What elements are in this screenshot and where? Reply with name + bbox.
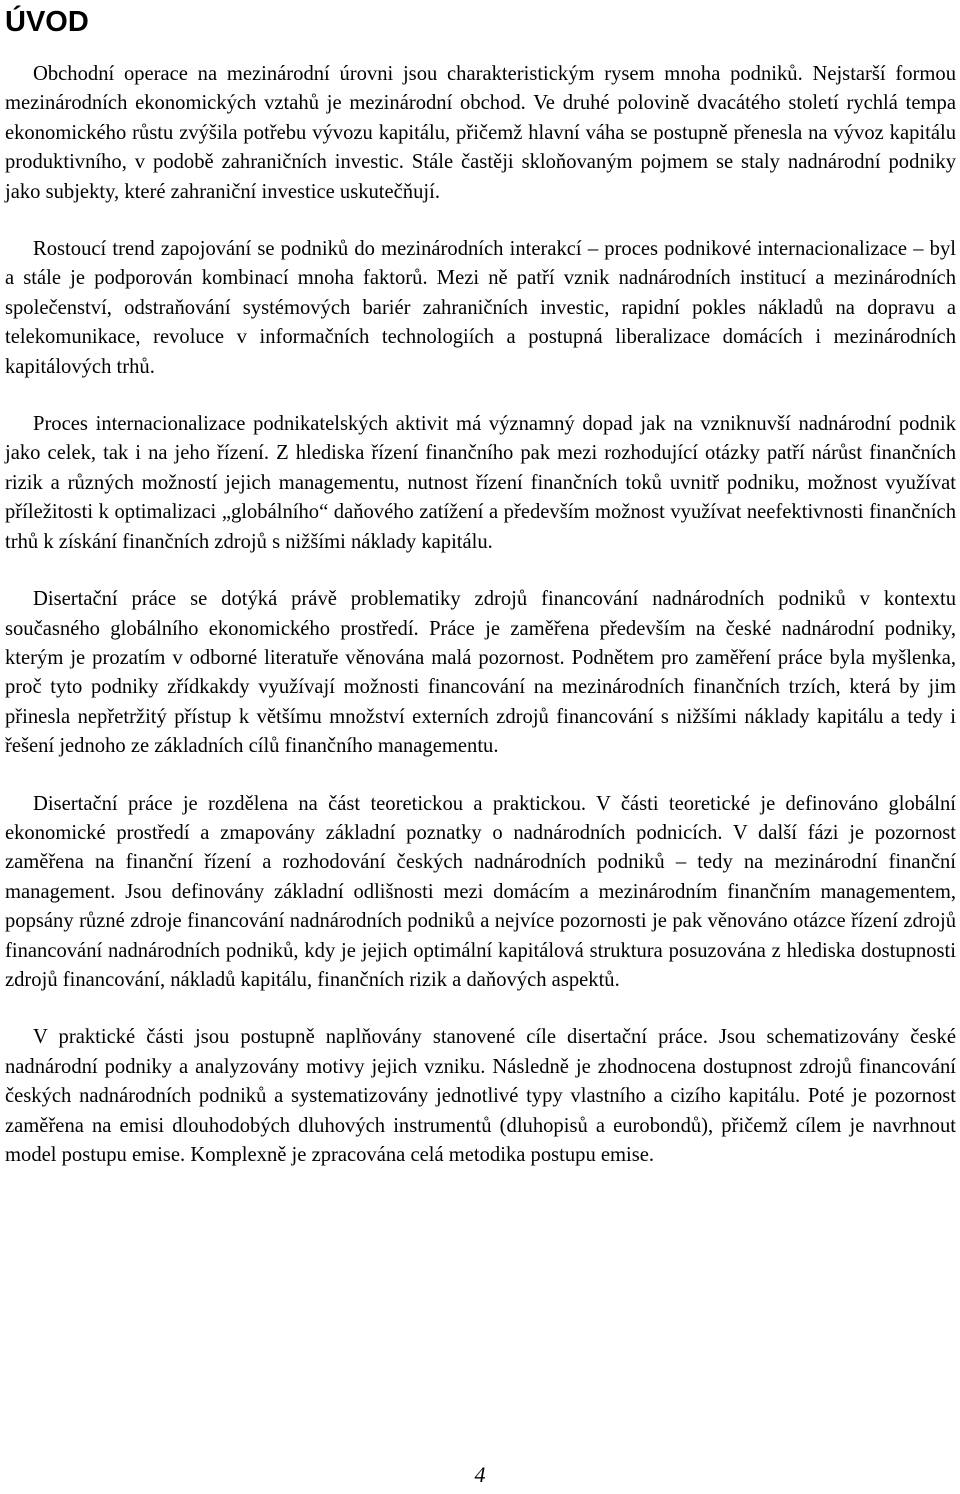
- body-text: [5, 60, 956, 1170]
- paragraph-1: Obchodní operace na mezinárodní úrovni jsou charakteristickým rysem mnoha podniků. Nejstarší formou mezinárodních ekonomických vztahů je mezinárodní obchod. Ve druhé polovině dvacátého století rychlá tempa ekonomického růstu zvýšila potřebu vývozu kapitálu, přičemž hlavní váha se postupně přenesla na vývoz kapitálu produktivního, v podobě zahraničních investic. Stále častěji skloňovaným pojmem se staly nadnárodní podniky jako subjekty, které zahraniční investice uskutečňují.: [5, 63, 956, 203]
- paragraph-2: Rostoucí trend zapojování se podniků do mezinárodních interakcí – proces podnikové internacionalizace – byl a stále je podporován kombinací mnoha faktorů. Mezi ně patří vznik nadnárodních institucí a mezinárodních společenství, odstraňování systémových bariér zahraničních investic, rapidní pokles nákladů na dopravu a telekomunikace, revoluce v informačních technologiích a postupná liberalizace domácích i mezinárodních kapitálových trhů.: [5, 238, 956, 378]
- page-number: 4: [474, 1462, 486, 1487]
- paragraph-3: Proces internacionalizace podnikatelských aktivit má významný dopad jak na vzniknuvší nadnárodní podnik jako celek, tak i na jeho řízení. Z hlediska řízení finančního pak mezi rozhodující otázky patří nárůst finančních rizik a různých možností jejich managementu, nutnost řízení finančních toků uvnitř podniku, možnost využívat příležitosti k optimalizaci „globálního“ daňového zatížení a především možnost využívat neefektivnosti finančních trhů k získání finančních zdrojů s nižšími náklady kapitálu.: [5, 413, 956, 553]
- paragraph-5: Disertační práce je rozdělena na část teoretickou a praktickou. V části teoretické je definováno globální ekonomické prostředí a zmapovány základní poznatky o nadnárodních podnicích. V další fázi je pozornost zaměřena na finanční řízení a rozhodování českých nadnárodních podniků – tedy na mezinárodní finanční management. Jsou definovány základní odlišnosti mezi domácím a mezinárodním finančním managementem, popsány různé zdroje financování nadnárodních podniků a nejvíce pozornosti je pak věnováno otázce řízení zdrojů financování nadnárodních podniků, kdy je jejich optimální kapitálová struktura posuzována z hlediska dostupnosti zdrojů financování, nákladů kapitálu, finančních rizik a daňových aspektů.: [5, 792, 956, 991]
- paragraph-6: V praktické části jsou postupně naplňovány stanovené cíle disertační práce. Jsou schematizovány české nadnárodní podniky a analyzovány motivy jejich vzniku. Následně je zhodnocena dostupnost zdrojů financování českých nadnárodních podniků a systematizovány jednotlivé typy vlastního a cizího kapitálu. Poté je pozornost zaměřena na emisi dlouhodobých dluhových instrumentů (dluhopisů a eurobondů), přičemž cílem je navrhnout model postupu emise. Komplexně je zpracována celá metodika postupu emise.: [5, 1026, 956, 1166]
- chapter-heading: ÚVOD: [5, 6, 89, 38]
- paragraph-4: Disertační práce se dotýká právě problematiky zdrojů financování nadnárodních podniků v kontextu současného globálního ekonomického prostředí. Práce je zaměřena především na české nadnárodní podniky, kterým je prozatím v odborné literatuře věnována malá pozornost. Podnětem pro zaměření práce byla myšlenka, proč tyto podniky zřídkakdy využívají možnosti financování na mezinárodních finančních trzích, která by jim přinesla nepřetržitý přístup k většímu množství externích zdrojů financování s nižšími náklady kapitálu a tedy i řešení jednoho ze základních cílů finančního managementu.: [5, 588, 956, 758]
